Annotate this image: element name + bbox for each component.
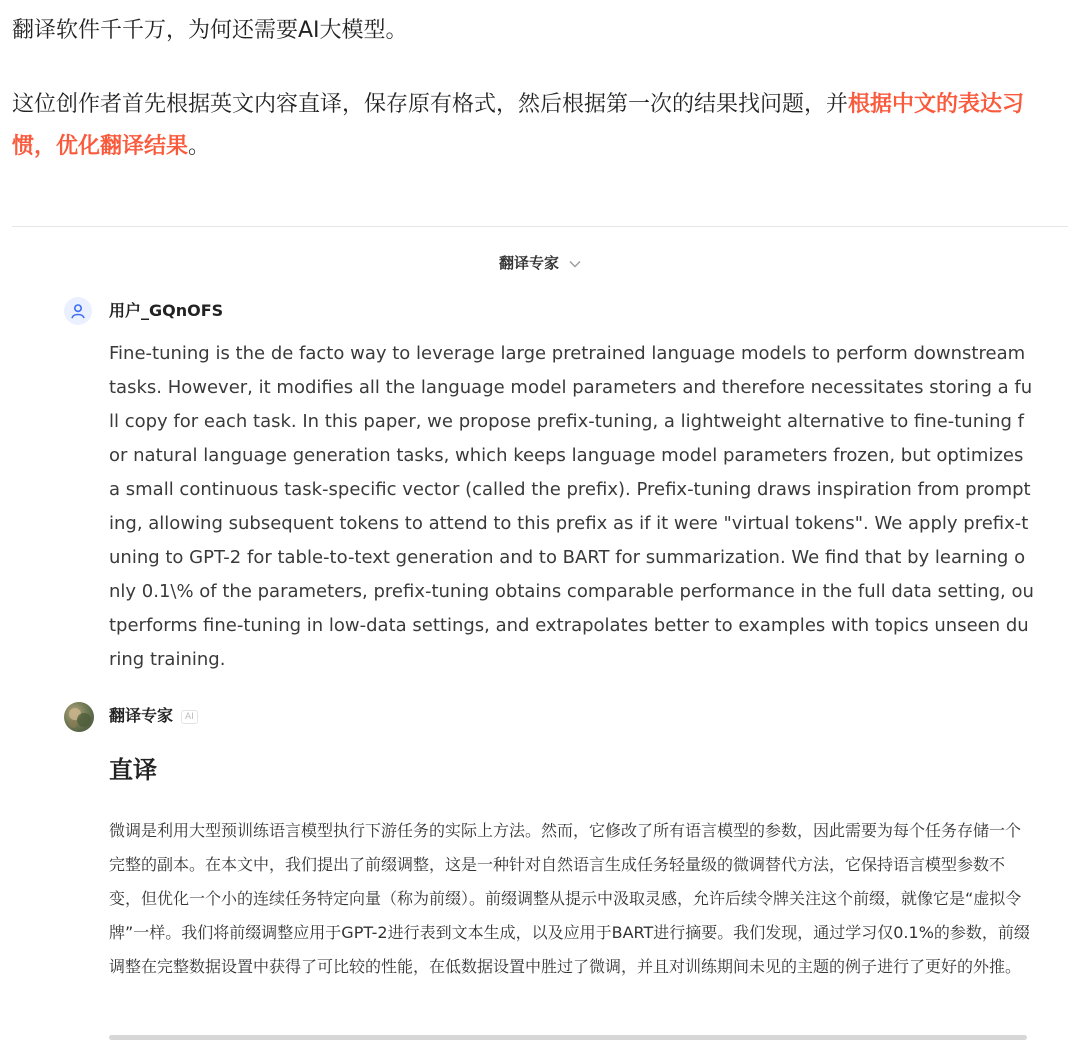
assistant-name: 翻译专家 xyxy=(109,706,174,725)
intro-heading: 翻译软件千千万，为何还需要AI大模型。 xyxy=(12,18,408,43)
assistant-name-row xyxy=(109,705,198,727)
assistant-message-header xyxy=(0,702,1080,730)
chat-header[interactable] xyxy=(0,253,1080,273)
intro-paragraph-text: 这位创作者首先根据英文内容直译，保存原有格式，然后根据第一次的结果找问题，并 xyxy=(12,92,849,117)
chat-title: 翻译专家 xyxy=(498,254,559,272)
article-intro xyxy=(0,14,1080,168)
assistant-section-title: 直译 xyxy=(109,756,157,784)
intro-paragraph xyxy=(12,84,1068,168)
user-message-text: Fine-tuning is the de facto way to leverage large pretrained language models to perform downstream tasks. However, it modifies all the language model parameters and therefore necessitates storing a full copy for each task. In this paper, we propose prefix-tuning, a lightweight alternative to fine-tuning for natural language generation tasks, which keeps language model parameters frozen, but optimizes a small continuous task-specific vector (called the prefix). Prefix-tuning draws inspiration from prompting, allowing subsequent tokens to attend to this prefix as if it were "virtual tokens". We apply prefix-tuning to GPT-2 for table-to-text generation and to BART for summarization. We find that by learning only 0.1\% of the parameters, prefix-tuning obtains comparable performance in the full data setting, outperforms fine-tuning in low-data settings, and extrapolates better to examples with topics unseen during training. xyxy=(109,343,1034,670)
bot-avatar-image xyxy=(64,702,94,732)
horizontal-scrollbar[interactable] xyxy=(109,1035,1027,1040)
user-name: 用户_GQnOFS xyxy=(109,301,224,320)
chat-screenshot xyxy=(0,227,1080,976)
chevron-down-icon[interactable] xyxy=(569,254,581,274)
assistant-message xyxy=(0,702,1080,976)
user-icon xyxy=(64,297,92,325)
ai-badge: AI xyxy=(181,710,198,724)
assistant-message-text: 微调是利用大型预训练语言模型执行下游任务的实际上方法。然而，它修改了所有语言模型的参数，因此需要为每个任务存储一个完整的副本。在本文中，我们提出了前缀调整，这是一种针对自然语言生成任务轻量级的微调替代方法，它保持语言模型参数不变，但优化一个小的连续任务特定向量（称为前缀）。前缀调整从提示中汲取灵感，允许后续令牌关注这个前缀，就像它是“虚拟令牌”一样。我们将前缀调整应用于GPT-2进行表到文本生成，以及应用于BART进行摘要。我们发现，通过学习仅0.1%的参数，前缀调整在完整数据设置中获得了可比较的性能，在低数据设置中胜过了微调，并且对训练期间未见的主题的例子进行了更好的外推。 xyxy=(109,821,1030,976)
intro-paragraph-end: 。 xyxy=(188,134,211,159)
intro-paragraph-highlight: 根据中文的表达习惯，优化翻译结果 xyxy=(12,92,1025,159)
user-message xyxy=(0,297,1080,670)
user-message-header xyxy=(0,297,1080,325)
